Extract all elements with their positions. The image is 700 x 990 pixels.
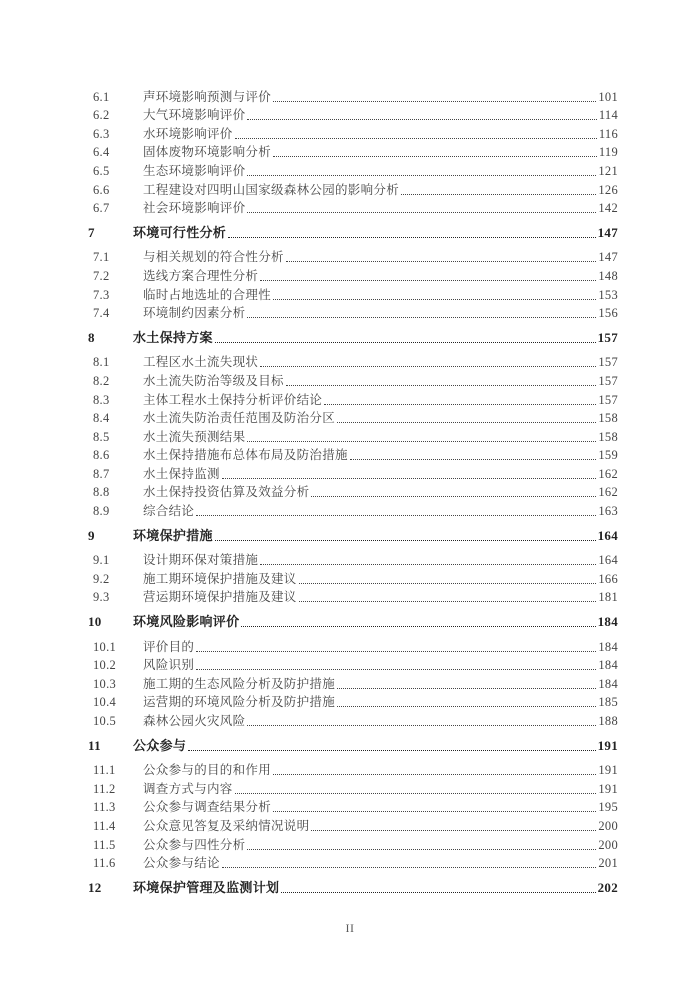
toc-entry-number: 6.6 (93, 182, 110, 197)
toc-entry-title: 选线方案合理性分析 (143, 268, 259, 283)
dot-leader (273, 811, 596, 812)
toc-subsection-row (88, 160, 618, 179)
dot-leader (260, 564, 596, 565)
toc-subsection-row (88, 142, 618, 161)
toc-entry-number: 10.1 (93, 639, 117, 654)
toc-entry-number: 10 (88, 614, 102, 630)
toc-entry-title: 调查方式与内容 (143, 781, 233, 796)
dot-leader (215, 540, 596, 541)
dot-leader (286, 261, 597, 262)
toc-subsection-row (88, 284, 618, 303)
toc-entry-page: 191 (598, 763, 618, 778)
toc-entry-number: 7.4 (93, 306, 110, 321)
toc-entry-page: 119 (598, 145, 618, 160)
dot-leader (222, 478, 597, 479)
toc-entry-number: 11.5 (93, 837, 116, 852)
toc-entry-title: 施工期环境保护措施及建议 (143, 571, 297, 586)
toc-entry-title: 环境保护措施 (133, 527, 213, 543)
toc-entry-page: 148 (598, 268, 618, 283)
dot-leader (247, 175, 596, 176)
toc-entry-title: 社会环境影响评价 (143, 201, 246, 216)
toc-entry-title: 公众参与四性分析 (143, 837, 246, 852)
toc-entry-page: 202 (597, 879, 618, 895)
toc-entry-title: 公众参与的目的和作用 (143, 763, 272, 778)
toc-entry-number: 8.7 (93, 466, 110, 481)
toc-subsection-row (88, 198, 618, 217)
dot-leader (281, 892, 595, 893)
toc-entry-number: 7.3 (93, 287, 110, 302)
toc-entry-number: 6.2 (93, 108, 110, 123)
dot-leader (273, 101, 596, 102)
toc-entry-page: 188 (598, 714, 618, 728)
toc-chapter-row (88, 525, 618, 544)
dot-leader (337, 688, 596, 689)
dot-leader (247, 212, 596, 213)
toc-entry-title: 公众参与结论 (143, 856, 220, 871)
toc-entry-title: 环境风险影响评价 (133, 614, 240, 630)
toc-entry-title: 森林公园火灾风险 (143, 714, 246, 728)
page-number-label: II (345, 921, 355, 935)
toc-entry-page: 162 (598, 466, 618, 481)
toc-entry-title: 主体工程水土保持分析评价结论 (143, 392, 323, 407)
toc-entry-number: 10.4 (93, 695, 117, 710)
toc-entry-title: 营运期环境保护措施及建议 (143, 590, 297, 605)
toc-entry-title: 风险识别 (143, 658, 195, 673)
dot-leader (228, 237, 595, 238)
dot-leader (260, 366, 596, 367)
toc-entry-title: 声环境影响预测与评价 (143, 89, 272, 104)
dot-leader (273, 299, 596, 300)
toc-entry-page: 114 (598, 108, 618, 123)
toc-chapter-row (88, 327, 618, 346)
toc-entry-number: 8.9 (93, 504, 110, 519)
toc-entry-page: 184 (597, 614, 618, 630)
toc-entry-title: 公众参与 (133, 737, 187, 753)
toc-entry-number: 6.4 (93, 145, 110, 160)
dot-leader (196, 669, 596, 670)
toc-entry-page: 195 (598, 800, 618, 815)
toc-entry-page: 201 (598, 856, 618, 871)
dot-leader (222, 867, 597, 868)
dot-leader (196, 651, 596, 652)
toc-chapter-row (88, 877, 618, 896)
toc-subsection-row (88, 247, 618, 266)
dot-leader (241, 626, 595, 627)
toc-entry-number: 8 (88, 329, 95, 345)
toc-subsection-row (88, 673, 618, 692)
dot-leader (401, 194, 596, 195)
dot-leader (286, 385, 597, 386)
toc-entry-number: 6.5 (93, 163, 110, 178)
toc-entry-number: 7 (88, 224, 95, 240)
toc-subsection-row (88, 636, 618, 655)
toc-entry-title: 生态环境影响评价 (143, 163, 246, 178)
toc-subsection-row (88, 482, 618, 501)
toc-entry-page: 147 (598, 250, 618, 265)
toc-entry-page: 163 (598, 504, 618, 519)
toc-entry-page: 157 (598, 373, 618, 388)
toc-subsection-row (88, 834, 618, 853)
toc-subsection-row (88, 303, 618, 322)
dot-leader (188, 750, 595, 751)
toc-entry-number: 9.1 (93, 553, 110, 568)
toc-entry-number: 8.2 (93, 373, 110, 388)
toc-entry-number: 8.4 (93, 411, 110, 426)
toc-entry-number: 11.4 (93, 818, 116, 833)
toc-entry-page: 184 (598, 639, 618, 654)
toc-entry-number: 8.6 (93, 448, 110, 463)
toc-entry-number: 10.3 (93, 676, 117, 691)
toc-entry-title: 水土保持方案 (133, 329, 213, 345)
toc-subsection-row (88, 692, 618, 711)
toc-subsection-row (88, 426, 618, 445)
toc-chapter-row (88, 735, 618, 754)
toc-entry-number: 11.3 (93, 800, 116, 815)
toc-entry-page: 191 (597, 737, 618, 753)
dot-leader (337, 422, 596, 423)
toc-subsection-row (88, 86, 618, 105)
toc-subsection-row (88, 587, 618, 606)
toc-entry-number: 8.8 (93, 485, 110, 500)
toc-subsection-row (88, 463, 618, 482)
toc-entry-page: 101 (598, 89, 618, 104)
toc-entry-title: 运营期的环境风险分析及防护措施 (143, 695, 336, 710)
toc-entry-page: 200 (598, 837, 618, 852)
toc-entry-page: 157 (598, 392, 618, 407)
toc-entry-number: 12 (88, 879, 102, 895)
toc-subsection-row (88, 408, 618, 427)
dot-leader (311, 496, 596, 497)
dot-leader (273, 774, 596, 775)
toc-entry-page: 116 (598, 126, 618, 141)
toc-entry-page: 158 (598, 411, 618, 426)
toc-entry-number: 7.1 (93, 250, 110, 265)
toc-entry-page: 164 (598, 553, 618, 568)
toc-entry-title: 设计期环保对策措施 (143, 553, 259, 568)
toc-entry-number: 9 (88, 527, 95, 543)
toc-subsection-row (88, 568, 618, 587)
toc-entry-page: 166 (598, 571, 618, 586)
toc-entry-title: 环境保护管理及监测计划 (133, 879, 280, 895)
toc-entry-title: 综合结论 (143, 504, 195, 519)
dot-leader (350, 459, 597, 460)
dot-leader (235, 138, 597, 139)
toc-subsection-row (88, 710, 618, 729)
toc-entry-page: 191 (598, 781, 618, 796)
toc-subsection-row (88, 797, 618, 816)
toc-entry-page: 126 (598, 182, 618, 197)
toc-entry-title: 水土保持监测 (143, 466, 220, 481)
dot-leader (247, 119, 596, 120)
toc-entry-title: 水土流失防治责任范围及防治分区 (143, 411, 336, 426)
toc-chapter-row (88, 611, 618, 630)
toc-entry-title: 公众参与调查结果分析 (143, 800, 272, 815)
table-of-contents (88, 86, 618, 902)
toc-chapter-row (88, 222, 618, 241)
toc-entry-title: 与相关规划的符合性分析 (143, 250, 284, 265)
toc-subsection-row (88, 265, 618, 284)
toc-entry-page: 184 (598, 658, 618, 673)
toc-entry-title: 水环境影响评价 (143, 126, 233, 141)
toc-entry-title: 水土保持投资估算及效益分析 (143, 485, 310, 500)
toc-entry-page: 184 (598, 676, 618, 691)
dot-leader (196, 515, 596, 516)
dot-leader (311, 830, 596, 831)
toc-entry-title: 工程区水土流失现状 (143, 355, 259, 370)
toc-entry-page: 147 (597, 224, 618, 240)
toc-entry-page: 200 (598, 818, 618, 833)
toc-entry-number: 11.6 (93, 856, 116, 871)
toc-entry-title: 大气环境影响评价 (143, 108, 246, 123)
toc-entry-page: 153 (598, 287, 618, 302)
toc-subsection-row (88, 655, 618, 674)
toc-entry-page: 162 (598, 485, 618, 500)
dot-leader (215, 342, 596, 343)
toc-entry-number: 10.2 (93, 658, 117, 673)
toc-entry-title: 公众意见答复及采纳情况说明 (143, 818, 310, 833)
toc-entry-title: 水土流失预测结果 (143, 429, 246, 444)
dot-leader (299, 601, 597, 602)
dot-leader (337, 706, 596, 707)
dot-leader (247, 317, 596, 318)
toc-entry-page: 142 (598, 201, 618, 216)
toc-entry-title: 评价目的 (143, 639, 195, 654)
toc-entry-title: 环境可行性分析 (133, 224, 227, 240)
toc-entry-number: 11.1 (93, 763, 116, 778)
toc-entry-page: 157 (598, 355, 618, 370)
toc-entry-number: 6.7 (93, 201, 110, 216)
toc-subsection-row (88, 352, 618, 371)
toc-subsection-row (88, 370, 618, 389)
toc-entry-page: 121 (598, 163, 618, 178)
toc-entry-number: 6.3 (93, 126, 110, 141)
toc-entry-number: 9.3 (93, 590, 110, 605)
dot-leader (247, 849, 596, 850)
toc-entry-number: 8.1 (93, 355, 110, 370)
toc-entry-page: 159 (598, 448, 618, 463)
toc-entry-title: 环境制约因素分析 (143, 306, 246, 321)
toc-subsection-row (88, 123, 618, 142)
toc-subsection-row (88, 815, 618, 834)
toc-entry-number: 8.3 (93, 392, 110, 407)
toc-entry-page: 158 (598, 429, 618, 444)
dot-leader (273, 156, 597, 157)
dot-leader (260, 280, 596, 281)
toc-subsection-row (88, 853, 618, 872)
toc-entry-page: 164 (597, 527, 618, 543)
dot-leader (299, 583, 597, 584)
dot-leader (324, 404, 596, 405)
dot-leader (247, 441, 596, 442)
toc-entry-title: 固体废物环境影响分析 (143, 145, 272, 160)
toc-subsection-row (88, 760, 618, 779)
toc-subsection-row (88, 389, 618, 408)
toc-entry-number: 6.1 (93, 89, 110, 104)
toc-subsection-row (88, 105, 618, 124)
toc-entry-page: 157 (597, 329, 618, 345)
toc-entry-page: 185 (598, 695, 618, 710)
toc-subsection-row (88, 500, 618, 519)
toc-entry-title: 临时占地选址的合理性 (143, 287, 272, 302)
toc-entry-number: 11 (88, 737, 101, 753)
dot-leader (247, 725, 596, 726)
toc-entry-title: 工程建设对四明山国家级森林公园的影响分析 (143, 182, 400, 197)
toc-entry-number: 11.2 (93, 781, 116, 796)
toc-entry-number: 9.2 (93, 571, 110, 586)
toc-entry-number: 8.5 (93, 429, 110, 444)
toc-entry-page: 181 (598, 590, 618, 605)
toc-entry-page: 156 (598, 306, 618, 321)
toc-entry-title: 水土保持措施布总体布局及防治措施 (143, 448, 348, 463)
toc-entry-number: 7.2 (93, 268, 110, 283)
toc-entry-number: 10.5 (93, 714, 117, 728)
toc-subsection-row (88, 445, 618, 464)
toc-entry-title: 施工期的生态风险分析及防护措施 (143, 676, 336, 691)
dot-leader (235, 793, 597, 794)
toc-subsection-row (88, 550, 618, 569)
toc-subsection-row (88, 179, 618, 198)
toc-entry-title: 水土流失防治等级及目标 (143, 373, 284, 388)
toc-subsection-row (88, 778, 618, 797)
page-footer (0, 921, 700, 936)
